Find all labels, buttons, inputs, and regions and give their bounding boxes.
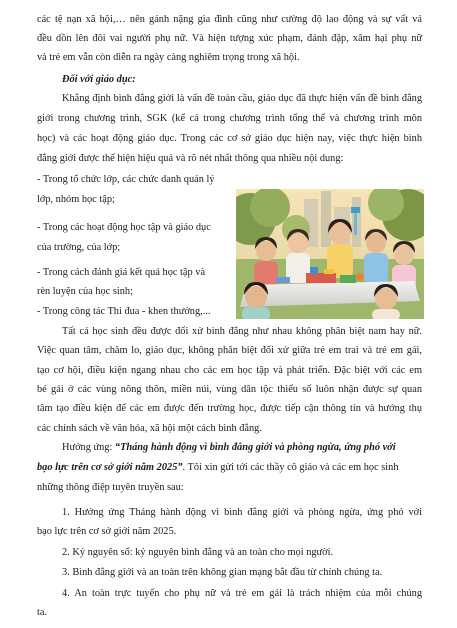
intro-line-3: và trẻ em vẫn còn diễn ra ngày càng nghiêm trọng trong xã hội. <box>37 52 300 63</box>
message-line-5: 4. An toàn trực tuyến cho phụ nữ và trẻ em gái là trách nhiệm của mỗi chúng <box>62 588 422 599</box>
education-line-2: giới trong chương trình, SGK (kể cả trong chương trình tổng thể và chương trình môn <box>37 113 422 124</box>
bullet-line-1: - Trong tổ chức lớp, các chức danh quản lý <box>37 174 215 185</box>
bullet-line-3: - Trong các hoạt động học tập và giáo dục <box>37 222 211 233</box>
message-line-2: bạo lực trên cơ sở giới năm 2025. <box>37 526 177 537</box>
equality-line-5: tâm tạo điều kiện để các em được đến trường học, được tiếp cận thông tin và hướng thụ <box>37 403 422 414</box>
intro-line-1: các tệ nạn xã hội,… nên gánh nặng gia đình cũng như cường độ lao động và sự vất vả <box>37 14 422 25</box>
message-line-4: 3. Bình đẳng giới và an toàn trên không gian mạng bắt đầu từ chính chúng ta. <box>62 567 383 578</box>
bullet-line-6: rèn luyện của học sinh; <box>37 286 133 297</box>
theme-line-2 <box>37 461 422 474</box>
bullet-line-4: của trường, của lớp; <box>37 242 121 253</box>
bullet-line-7: - Trong công tác Thi đua - khen thưởng,... <box>37 306 211 317</box>
education-line-4: đẳng giới được thể hiện hiệu quả và rõ nét nhất thông qua nhiều nội dung: <box>37 153 344 164</box>
bullet-line-2: lớp, nhóm học tập; <box>37 194 115 205</box>
education-line-3: học) và các hoạt động giáo dục. Trong các cơ sở giáo dục hiện nay, việc thực hiện bình <box>37 133 422 144</box>
theme-line-1 <box>62 441 422 454</box>
message-line-6: ta. <box>37 607 48 618</box>
message-line-1: 1. Hưởng ứng Tháng hành động vì bình đẳng giới và phòng ngừa, ứng phó với <box>62 507 422 518</box>
children-classroom-photo <box>236 189 424 319</box>
theme-suffix: . Tôi xin gửi tới các thầy cô giáo và các em học sinh <box>182 462 399 473</box>
theme-title-part-1: “Tháng hành động vì bình đẳng giới và phòng ngừa, ứng phó với <box>114 442 396 453</box>
theme-title-part-2: bạo lực trên cơ sở giới năm 2025” <box>37 462 183 473</box>
equality-line-1: Tất cả học sinh đều được đối xử bình đẳng như nhau không phân biệt nam hay nữ. <box>62 326 422 337</box>
equality-line-4: bé gái ở các vùng nông thôn, miền núi, vùng dân tộc thiểu số luôn nhận được sự quan <box>37 384 422 395</box>
theme-prefix: Hưởng ứng: <box>62 442 115 453</box>
bullet-line-5: - Trong cách đánh giá kết quả học tập và <box>37 267 206 278</box>
education-line-1: Khẳng định bình đẳng giới là vấn đề toàn cầu, giáo dục đã thực hiện vấn đề bình đẳng <box>62 93 422 104</box>
equality-line-3: tạo cơ hội, điều kiện ngang nhau cho các em học tập và phát triển. Đặc biệt với các em <box>37 365 422 376</box>
equality-line-2: Việc quan tâm, chăm lo, giáo dục, không phân biệt đối xử giữa trẻ em trai và trẻ em gái, <box>37 345 422 356</box>
equality-line-6: các chính sách về văn hóa, xã hội một cách bình đẳng. <box>37 423 262 434</box>
intro-line-2: đều dồn lên đôi vai người phụ nữ. Và hiện tượng xúc phạm, đánh đập, xâm hại phụ nữ <box>37 33 422 44</box>
theme-line-3: những thông điệp tuyên truyền sau: <box>37 482 184 493</box>
section-heading-education: Đối với giáo dục: <box>62 74 136 85</box>
message-line-3: 2. Kỷ nguyên số: kỷ nguyên bình đẳng và an toàn cho mọi người. <box>62 547 334 558</box>
